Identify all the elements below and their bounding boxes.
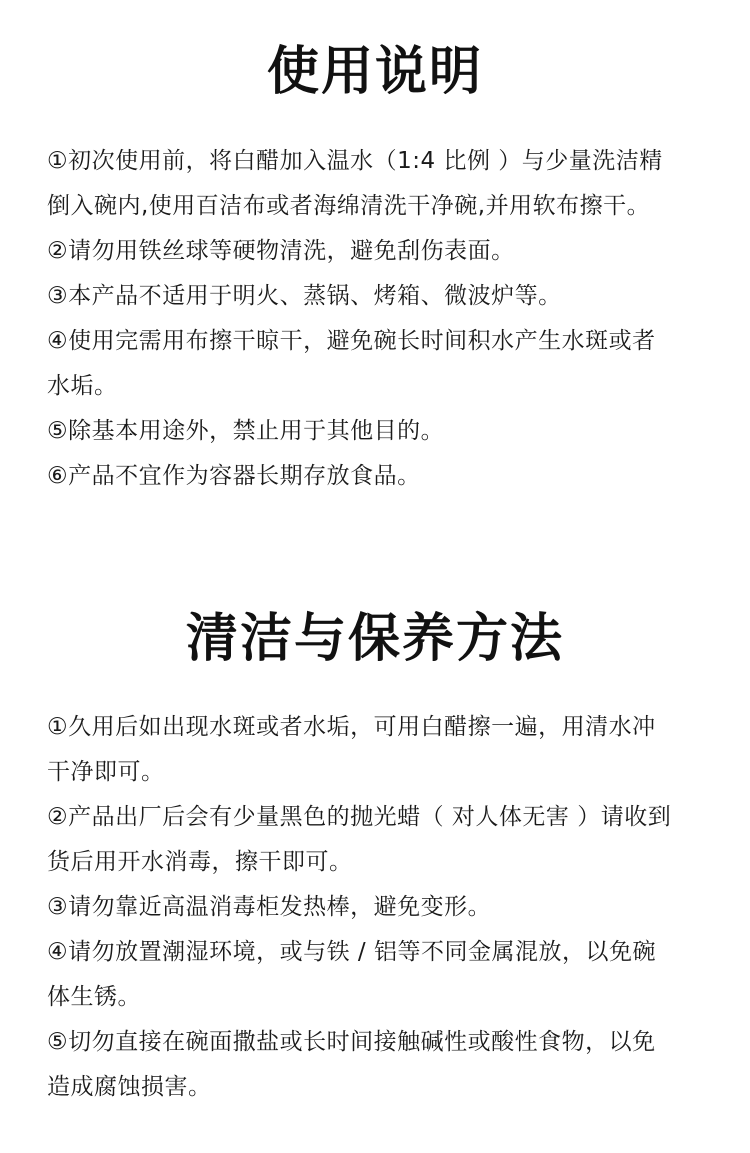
care-item-1: ①久用后如出现水斑或者水垢，可用白醋擦一遍，用清水冲 干净即可。: [47, 714, 656, 785]
usage-item-2: ②请勿用铁丝球等硬物清洗，避免刮伤表面。: [47, 238, 515, 264]
care-item-4: ④请勿放置潮湿环境，或与铁 / 铝等不同金属混放，以免碗 体生锈。: [47, 939, 656, 1010]
care-item-5: ⑤切勿直接在碗面撒盐或长时间接触碱性或酸性食物，以免 造成腐蚀损害。: [47, 1029, 656, 1100]
usage-item-1: ①初次使用前，将白醋加入温水（1:4 比例 ）与少量洗洁精 倒入碗内,使用百洁布或者海绵清洗干净碗,并用软布擦干。: [47, 148, 663, 219]
care-item-2: ②产品出厂后会有少量黑色的抛光蜡（ 对人体无害 ）请收到 货后用开水消毒，擦干即可。: [47, 804, 672, 875]
cleaning-care-list: [47, 705, 707, 1110]
usage-item-4: ④使用完需用布擦干晾干，避免碗长时间积水产生水斑或者 水垢。: [47, 328, 656, 399]
care-item-3: ③请勿靠近高温消毒柜发热棒，避免变形。: [47, 894, 492, 920]
usage-item-6: ⑥产品不宜作为容器长期存放食品。: [47, 463, 421, 489]
usage-instructions-title: 使用说明: [266, 42, 483, 102]
usage-item-3: ③本产品不适用于明火、蒸锅、烤箱、微波炉等。: [47, 283, 562, 309]
cleaning-care-title: 清洁与保养方法: [185, 609, 564, 669]
usage-instructions-list: [47, 139, 707, 499]
usage-item-5: ⑤除基本用途外，禁止用于其他目的。: [47, 418, 445, 444]
